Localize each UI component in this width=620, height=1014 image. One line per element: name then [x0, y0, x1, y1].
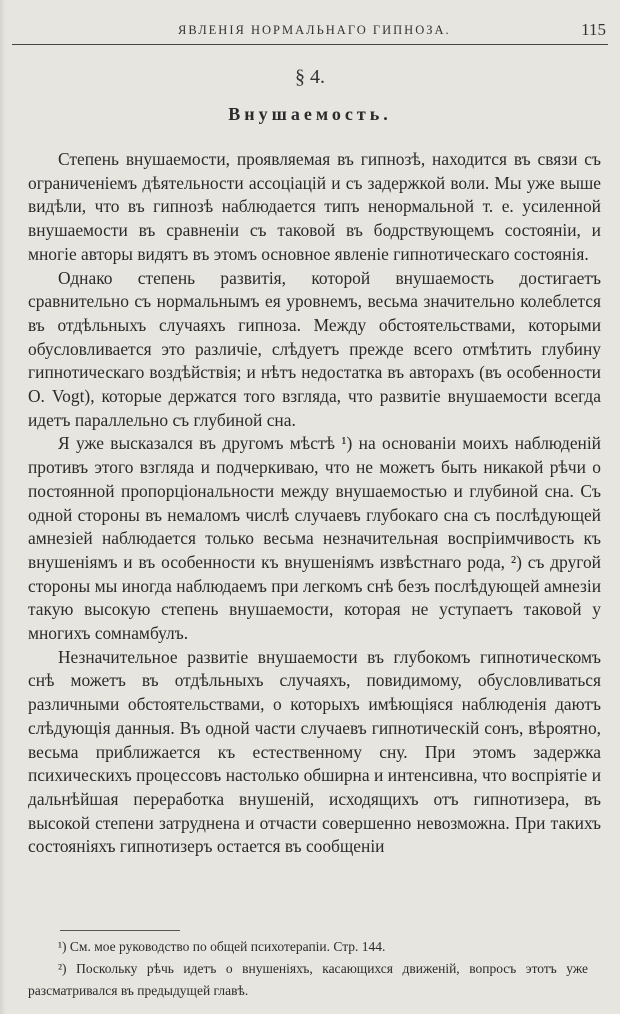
page-header — [28, 20, 610, 42]
paragraph: Незначительное развитіе внушаемости въ глубокомъ гипнотическомъ снѣ можетъ въ отдѣльныхъ случаяхъ, повидимому, обусловливаться различными обстоятельствами, о которыхъ имѣющіяся наблюденія даютъ слѣдующія данныя. Въ одной части случаевъ гипнотическій сонъ, вѣроятно, весьма приближается къ естественному сну. При этомъ задержка психическихъ процессовъ настолько обширна и интенсивна, что воспріятіе и дальнѣйшая переработка внушеній, исходящихъ отъ гипнотизера, въ высокой степени затруднена и отчасти совершенно невозможна. При такихъ состояніяхъ гипнотизеръ остается въ сообщеніи — [28, 646, 601, 857]
section-title: Внушаемость. — [228, 104, 392, 124]
footnotes — [28, 936, 588, 1002]
footnote: ²) Поскольку рѣчь идетъ о внушеніяхъ, касающихся движеній, вопросъ этотъ уже разсматривался въ предыдущей главѣ. — [28, 961, 588, 998]
page-edge-shadow — [0, 0, 6, 1014]
page-number: 115 — [581, 20, 606, 39]
section-number: § 4. — [295, 66, 325, 88]
header-rule — [12, 44, 608, 45]
paragraph: Однако степень развитія, которой внушаемость достигаетъ сравнительно съ нормальнымъ ея уровнемъ, весьма значительно колеблется въ отдѣльныхъ случаяхъ гипноза. Между обстоятельствами, которыми обусловливается это различіе, слѣдуетъ прежде всего отмѣтить глубину гипнотическаго воздѣйствія; и нѣтъ недостатка въ авторахъ (въ особенности О. Vogt), которые держатся того взгляда, что развитіе внушаемости всегда идетъ параллельно съ глубиной сна. — [28, 267, 601, 430]
footnote: ¹) См. мое руководство по общей психотерапіи. Стр. 144. — [58, 939, 386, 954]
paragraph: Я уже высказался въ другомъ мѣстѣ ¹) на основаніи моихъ наблюденій противъ этого взгляда и подчеркиваю, что не можетъ быть никакой рѣчи о постоянной пропорціональности между внушаемостью и глубиной сна. Съ одной стороны въ немаломъ числѣ случаевъ глубокаго сна съ послѣдующей амнезіей наблюдается только весьма незначительная воспріимчивость къ внушеніямъ и въ особенности къ внушеніямъ извѣстнаго рода, ²) съ другой стороны мы иногда наблюдаемъ при легкомъ снѣ безъ послѣдующей амнезіи такую высокую степень внушаемости, которая не уступаетъ таковой у многихъ сомнамбулъ. — [28, 433, 601, 644]
running-title: ЯВЛЕНІЯ НОРМАЛЬНАГО ГИПНОЗА. — [178, 23, 451, 37]
paragraph: Степень внушаемости, проявляемая въ гипнозѣ, находится въ связи съ ограниченіемъ дѣятельности ассоціацій и съ задержкой воли. Мы уже выше видѣли, что въ гипнозѣ наблюдается типъ ненормальной т. е. усиленной внушаемости въ сравненіи съ таковой въ бодрствующемъ состояніи, и многіе авторы видятъ въ этомъ основное явленіе гипнотическаго состоянія. — [28, 149, 601, 264]
body-text — [28, 148, 601, 859]
footnote-rule — [60, 930, 180, 931]
